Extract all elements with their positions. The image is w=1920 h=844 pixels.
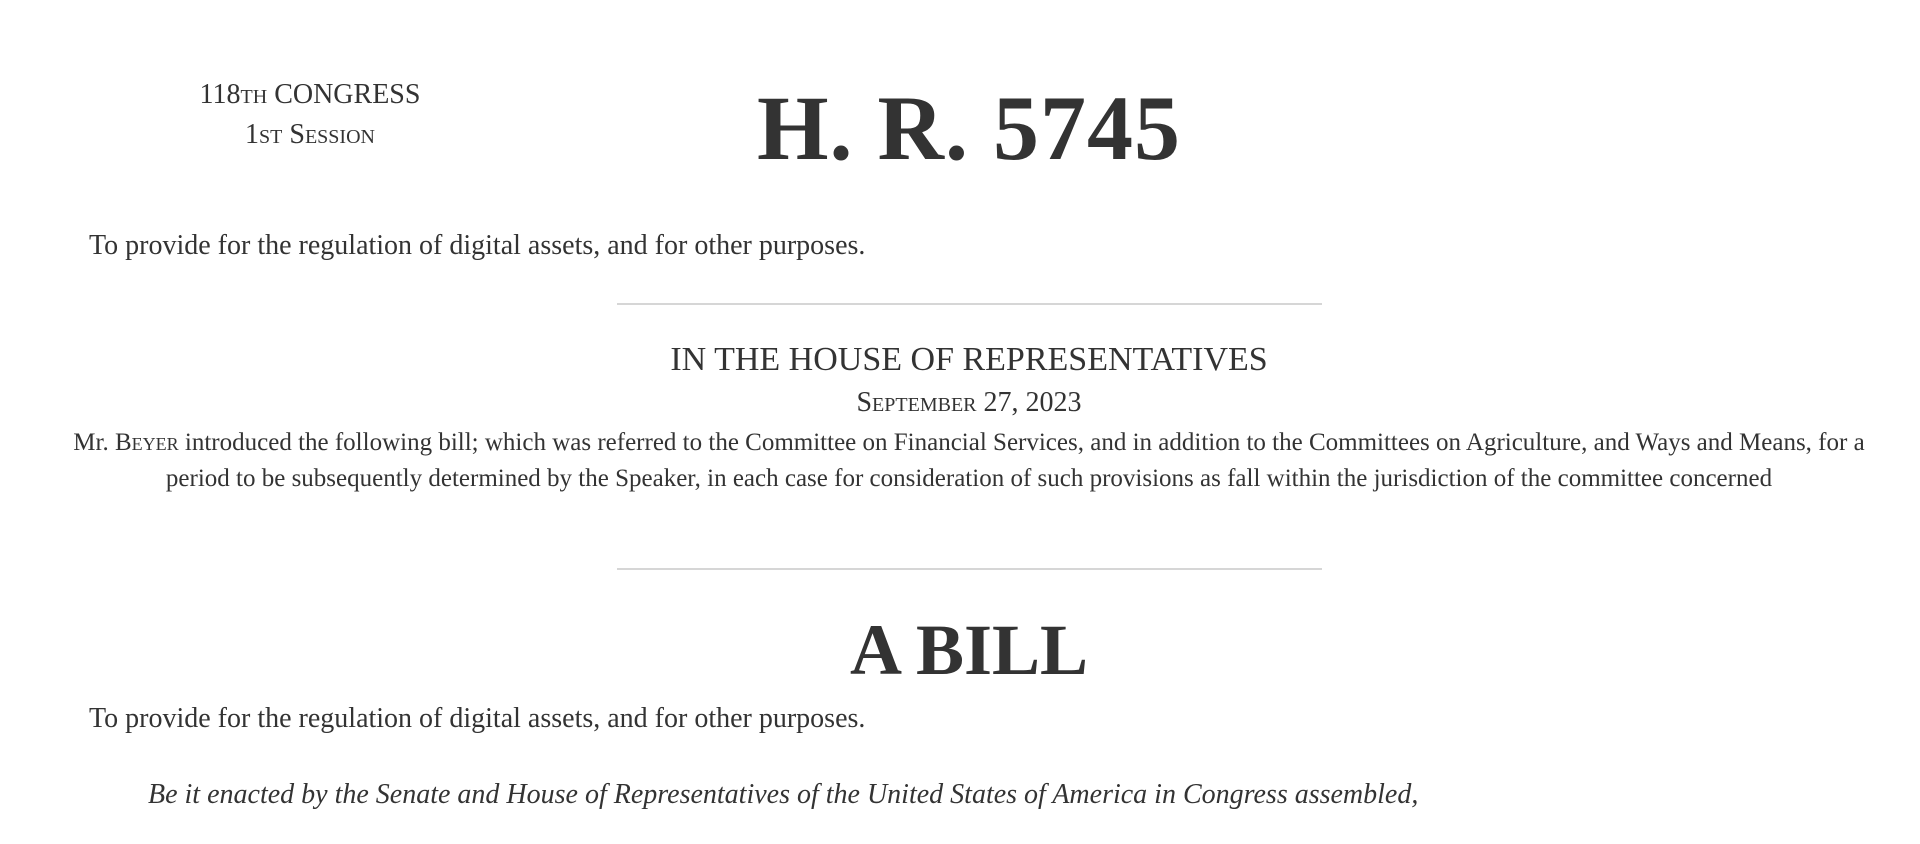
bill-header — [0, 0, 1920, 200]
session-word: Session — [289, 119, 375, 150]
introduction-text: introduced the following bill; which was referred to the Committee on Financial Services, and in addition to the Committees on Agriculture, and Ways and Means, for a period to be subsequently determined by the Speaker, in each case for consideration of such provisions as fall within the jurisdiction of the committee concerned — [165, 429, 1865, 492]
sponsor-title: Mr. — [73, 429, 109, 456]
bill-heading: A BILL — [849, 610, 1089, 690]
introduction-date: September 27, 2023 — [856, 387, 1082, 418]
divider-top — [617, 303, 1322, 305]
bill-number: H. R. 5745 — [757, 77, 1181, 179]
congress-word: CONGRESS — [274, 79, 421, 110]
purpose-statement-top: To provide for the regulation of digital assets, and for other purposes. — [89, 230, 866, 261]
divider-bottom — [617, 568, 1322, 570]
congress-suffix: th — [240, 79, 268, 110]
session-number: 1 — [245, 119, 260, 150]
purpose-statement-bottom: To provide for the regulation of digital assets, and for other purposes. — [89, 703, 866, 734]
sponsor-name: Beyer — [114, 429, 179, 456]
congress-number: 118 — [199, 79, 241, 110]
enacting-clause: Be it enacted by the Senate and House of Representatives of the United States of America in Congress assembled, — [148, 779, 1419, 810]
chamber-heading: IN THE HOUSE OF REPRESENTATIVES — [670, 341, 1268, 378]
introduction-paragraph — [40, 425, 1898, 497]
session-suffix: st — [259, 119, 283, 150]
